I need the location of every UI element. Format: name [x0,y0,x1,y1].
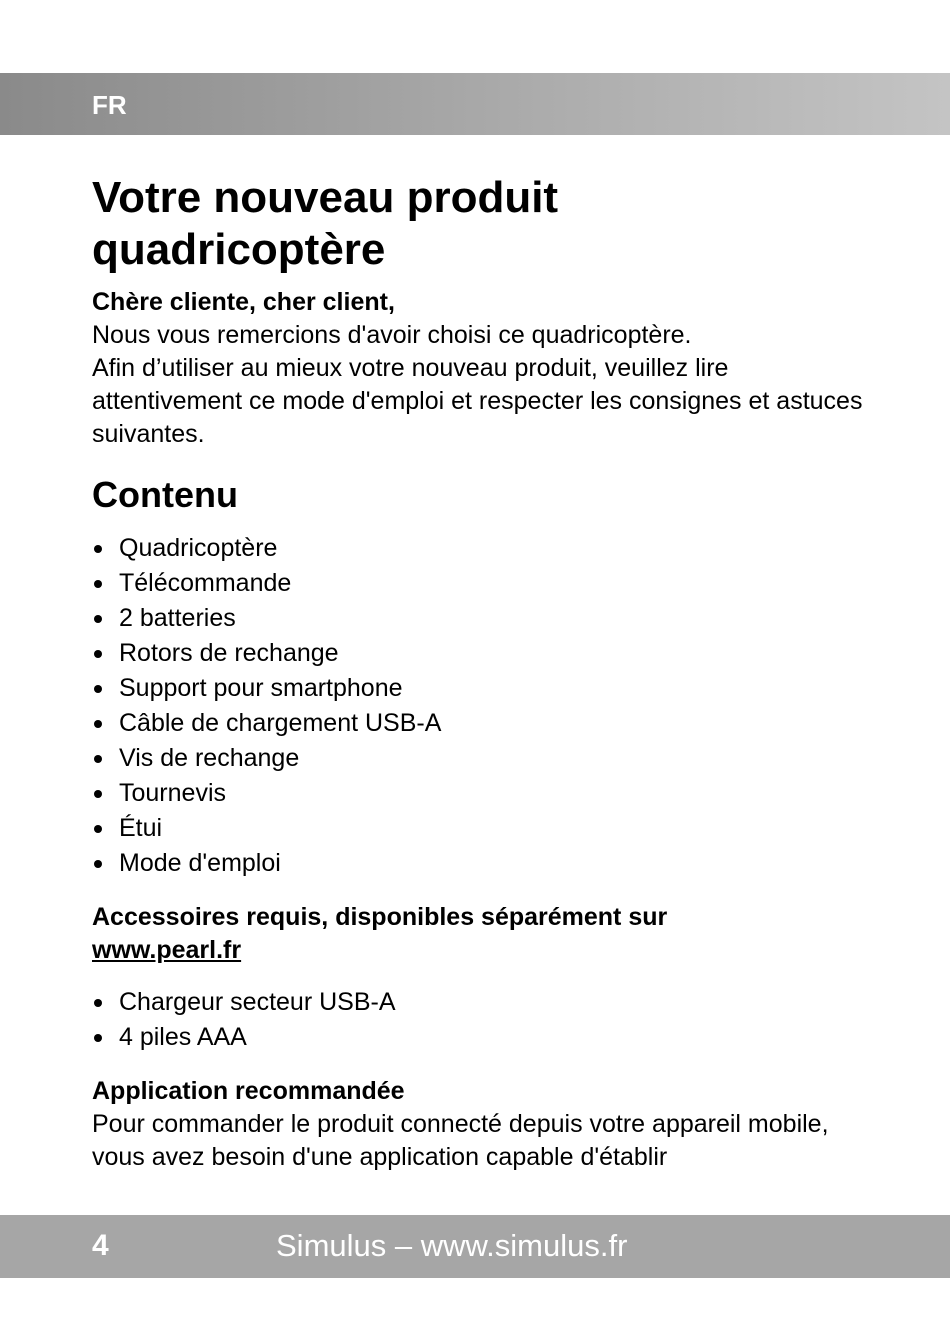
bullet-icon [94,999,102,1007]
bullet-icon [94,685,102,693]
intro-thanks: Nous vous remercions d'avoir choisi ce quadricoptère. [92,321,692,349]
list-item-label: Rotors de rechange [119,639,339,667]
bullet-icon [94,790,102,798]
bullet-icon [94,860,102,868]
bullet-icon [94,1034,102,1042]
intro-instructions: Afin d’utiliser au mieux votre nouveau produit, veuillez lire attentivement ce mode d'emploi et respecter les consignes et astuces suivantes. [92,354,863,448]
footer-bar [0,1215,950,1278]
bullet-icon [94,580,102,588]
list-item-label: Tournevis [119,779,226,807]
list-item [92,846,872,881]
page-number: 4 [92,1229,109,1262]
list-item [92,811,872,846]
accessories-heading [92,901,872,967]
list-item [92,706,872,741]
list-item-label: Support pour smartphone [119,674,403,702]
bullet-icon [94,615,102,623]
list-item-label: Mode d'emploi [119,849,281,877]
list-item [92,531,872,566]
contents-list [92,531,872,881]
list-item-label: Chargeur secteur USB-A [119,988,396,1016]
page-title-line-2: quadricoptère [92,225,386,274]
accessories-heading-text: Accessoires requis, disponibles séparément sur [92,903,668,931]
list-item [92,776,872,811]
list-item-label: Étui [119,814,163,842]
bullet-icon [94,755,102,763]
language-code: FR [92,90,127,120]
page-content [92,172,872,1174]
list-item-label: Vis de rechange [119,744,300,772]
bullet-icon [94,650,102,658]
list-item [92,1020,872,1055]
bullet-icon [94,825,102,833]
bullet-icon [94,545,102,553]
list-item [92,636,872,671]
app-text: Pour commander le produit connecté depuis votre appareil mobile, vous avez besoin d'une application capable d'établir [92,1110,829,1171]
list-item-label: Télécommande [119,569,292,597]
list-item [92,601,872,636]
header-bar [0,73,950,135]
list-item [92,985,872,1020]
list-item-label: Quadricoptère [119,534,278,562]
pearl-link[interactable]: www.pearl.fr [92,936,242,964]
list-item-label: 2 batteries [119,604,236,632]
list-item [92,741,872,776]
bullet-icon [94,720,102,728]
list-item-label: Câble de chargement USB-A [119,709,442,737]
salutation: Chère cliente, cher client, [92,288,395,316]
app-heading: Application recommandée [92,1077,405,1105]
list-item [92,566,872,601]
list-item-label: 4 piles AAA [119,1023,247,1051]
page-title [92,172,872,276]
accessories-list [92,985,872,1055]
contents-heading: Contenu [92,474,238,515]
list-item [92,671,872,706]
footer-brand-url: Simulus – www.simulus.fr [276,1228,628,1263]
page-title-line-1: Votre nouveau produit [92,173,559,222]
